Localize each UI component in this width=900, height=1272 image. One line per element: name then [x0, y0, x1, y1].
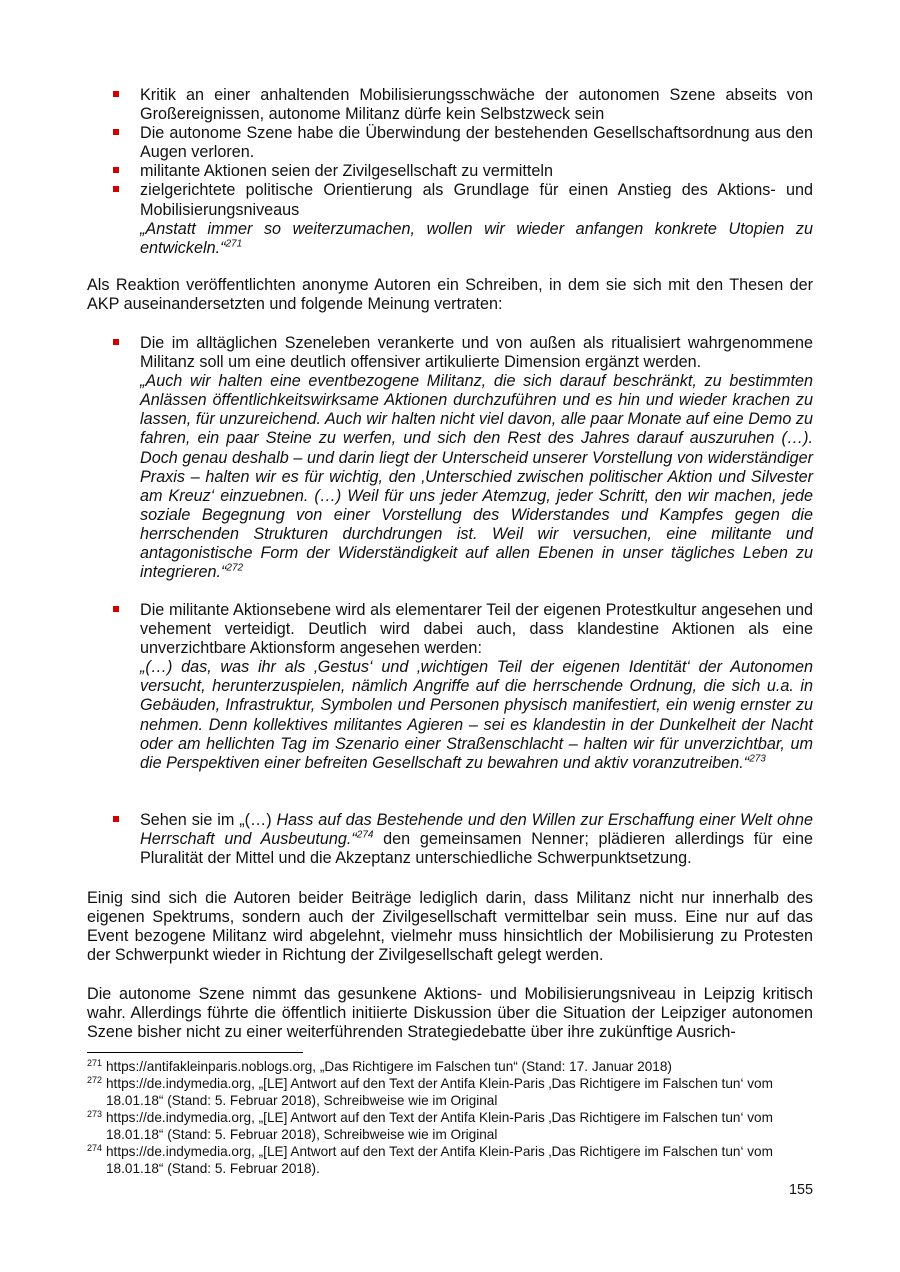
- page-number: 155: [788, 1182, 813, 1198]
- inline-suffix: den gemeinsamen Nenner; plädieren allerdings für eine Pluralität der Mittel und die Akzeptanz unterschiedliche Schwerpunktsetzung.: [140, 830, 814, 868]
- footnote-reference[interactable]: 272: [226, 562, 244, 574]
- bullet-icon: [113, 606, 119, 612]
- footnote: [87, 1075, 813, 1109]
- quote-text: „Auch wir halten eine eventbezogene Militanz, die sich darauf beschränkt, zu bestimmten Anlässen öffentlichkeitswirksame Aktionen durchzuführen und es hin und wieder krachen zu lassen, für unzureichend. Auch wir halten nicht viel davon, alle paar Monate auf eine Demo zu fahren, ein paar Steine zu werfen, und sich den Rest des Jahres darauf auszuruhen (…). Doch genau deshalb – und darin liegt der Unterscheid unserer Vorstellung von widerständiger Praxis – halten wir es für wichtig, den ‚Unterschied zwischen politischer Aktion und Silvester am Kreuz‘ einzuebnen. (…) Weil für uns jeder Atemzug, jeder Schritt, den wir machen, jede soziale Begegnung von einer Vorstellung des Widerstandes und Kampfes gegen die herrschenden Strukturen durchdrungen ist. Weil wir versuchen, eine militante und antagonistische Form der Widerständigkeit auf allen Ebenen in unser tägliches Leben zu integrieren.“: [140, 372, 813, 582]
- footnote: [87, 1143, 813, 1177]
- footnote-reference[interactable]: 271: [225, 238, 243, 250]
- footnote: [87, 1109, 813, 1143]
- bullet-icon: [113, 167, 119, 173]
- footnote-text: https://de.indymedia.org, „[LE] Antwort auf den Text der Antifa Klein-Paris ‚Das Richtigere im Falschen tun‘ vom 18.01.18“ (Stand: 5. Februar 2018).: [106, 1144, 773, 1176]
- bullet-icon: [113, 129, 119, 135]
- block-quote: [140, 372, 813, 582]
- list-item-text: Die militante Aktionsebene wird als elementarer Teil der eigenen Protestkultur angesehen und vehement verteidigt. Deutlich wird dabei auch, dass klandestine Aktionen als eine unverzichtbare Aktionsform angesehen werden:: [140, 601, 813, 658]
- footnote-number: 272: [87, 1075, 103, 1085]
- block-quote: [140, 658, 813, 773]
- bullet-icon: [113, 91, 119, 97]
- paragraph-agreement: Einig sind sich die Autoren beider Beiträge lediglich darin, dass Militanz nicht nur innerhalb des eigenen Spektrums, sondern auch der Zivilgesellschaft vermittelbar sein muss. Eine nur auf das Event bezogene Militanz wird abgelehnt, vielmehr muss hinsichtlich der Mobilisierung zu Protesten der Schwerpunkt wieder in Richtung der Zivilgesellschaft gelegt werden.: [87, 889, 813, 965]
- list-item-text: militante Aktionen seien der Zivilgesellschaft zu vermitteln: [140, 162, 553, 181]
- footnote-number: 274: [87, 1143, 103, 1153]
- inline-quote: Hass auf das Bestehende und den Willen zur Erschaffung einer Welt ohne Herrschaft und Ausbeutung.“: [140, 811, 813, 849]
- footnotes: [87, 1058, 813, 1177]
- bullet-icon: [113, 186, 119, 192]
- quote-text: „Anstatt immer so weiterzumachen, wollen wir wieder anfangen konkrete Utopien zu entwickeln.“: [140, 219, 813, 257]
- list-item: [112, 811, 813, 868]
- list-item: [112, 334, 813, 582]
- list-item: [112, 162, 813, 181]
- bullet-list-responses-3: [112, 811, 813, 868]
- list-item: [112, 124, 813, 162]
- paragraph-scene: Die autonome Szene nimmt das gesunkene Aktions- und Mobilisierungsniveau in Leipzig kritisch wahr. Allerdings führte die öffentlich initiierte Diskussion über die Situation der Leipziger autonomen Szene bisher nicht zu einer weiterführenden Strategiedebatte über ihre zukünftige Ausrich-: [87, 985, 813, 1042]
- quote-text: „(…) das, was ihr als ‚Gestus‘ und ‚wichtigen Teil der eigenen Identität‘ der Autonomen versucht, herunterzuspielen, nämlich Angriffe auf die herrschende Ordnung, die sich u.a. in Gebäuden, Infrastruktur, Symbolen und Personen physisch manifestiert, ein wenig ernster zu nehmen. Denn kollektives militantes Agieren – sei es klandestin in der Dunkelheit der Nacht oder am hellichten Tag im Szenario einer Straßenschlacht – halten wir für unverzichtbar, um die Perspektiven einer befreiten Gesellschaft zu bewahren und aktiv voranzutreiben.“: [140, 658, 813, 772]
- footnote-number: 271: [87, 1058, 103, 1068]
- list-item: [112, 86, 813, 124]
- footnote-divider: [87, 1052, 303, 1053]
- list-item: [112, 181, 813, 257]
- block-quote: [140, 220, 813, 258]
- list-item-text: zielgerichtete politische Orientierung als Grundlage für einen Anstieg des Aktions- und Mobilisierungsniveaus: [140, 181, 813, 219]
- list-item-text: Die autonome Szene habe die Überwindung der bestehenden Gesellschaftsordnung aus den Augen verloren.: [140, 124, 813, 162]
- bullet-list-responses: [112, 334, 813, 582]
- footnote-reference[interactable]: 274: [356, 829, 374, 841]
- footnote-text: https://de.indymedia.org, „[LE] Antwort auf den Text der Antifa Klein-Paris ‚Das Richtigere im Falschen tun‘ vom 18.01.18“ (Stand: 5. Februar 2018), Schreibweise wie im Original: [106, 1110, 773, 1142]
- list-item-text: Kritik an einer anhaltenden Mobilisierungsschwäche der autonomen Szene abseits von Großereignissen, autonome Militanz dürfe kein Selbstzweck sein: [140, 86, 813, 124]
- footnote-text: https://de.indymedia.org, „[LE] Antwort auf den Text der Antifa Klein-Paris ‚Das Richtigere im Falschen tun‘ vom 18.01.18“ (Stand: 5. Februar 2018), Schreibweise wie im Original: [106, 1076, 773, 1108]
- footnote-text: https://antifakleinparis.noblogs.org, „Das Richtigere im Falschen tun“ (Stand: 17. Januar 2018): [106, 1059, 672, 1074]
- bullet-list-theses: [112, 86, 813, 258]
- footnote-number: 273: [87, 1109, 103, 1119]
- footnote-reference[interactable]: 273: [749, 753, 766, 765]
- bullet-icon: [113, 339, 119, 345]
- inline-prefix: Sehen sie im „(…): [140, 811, 277, 829]
- bullet-list-responses-2: [112, 601, 813, 773]
- list-item-text: [140, 811, 813, 868]
- paragraph-reaction: Als Reaktion veröffentlichten anonyme Autoren ein Schreiben, in dem sie sich mit den Thesen der AKP auseinandersetzten und folgende Meinung vertraten:: [87, 276, 813, 314]
- list-item: [112, 601, 813, 773]
- list-item-text: Die im alltäglichen Szeneleben verankerte und von außen als ritualisiert wahrgenommene Militanz soll um eine deutlich offensiver artikulierte Dimension ergänzt werden.: [140, 334, 813, 372]
- footnote: [87, 1058, 813, 1075]
- bullet-icon: [113, 816, 119, 822]
